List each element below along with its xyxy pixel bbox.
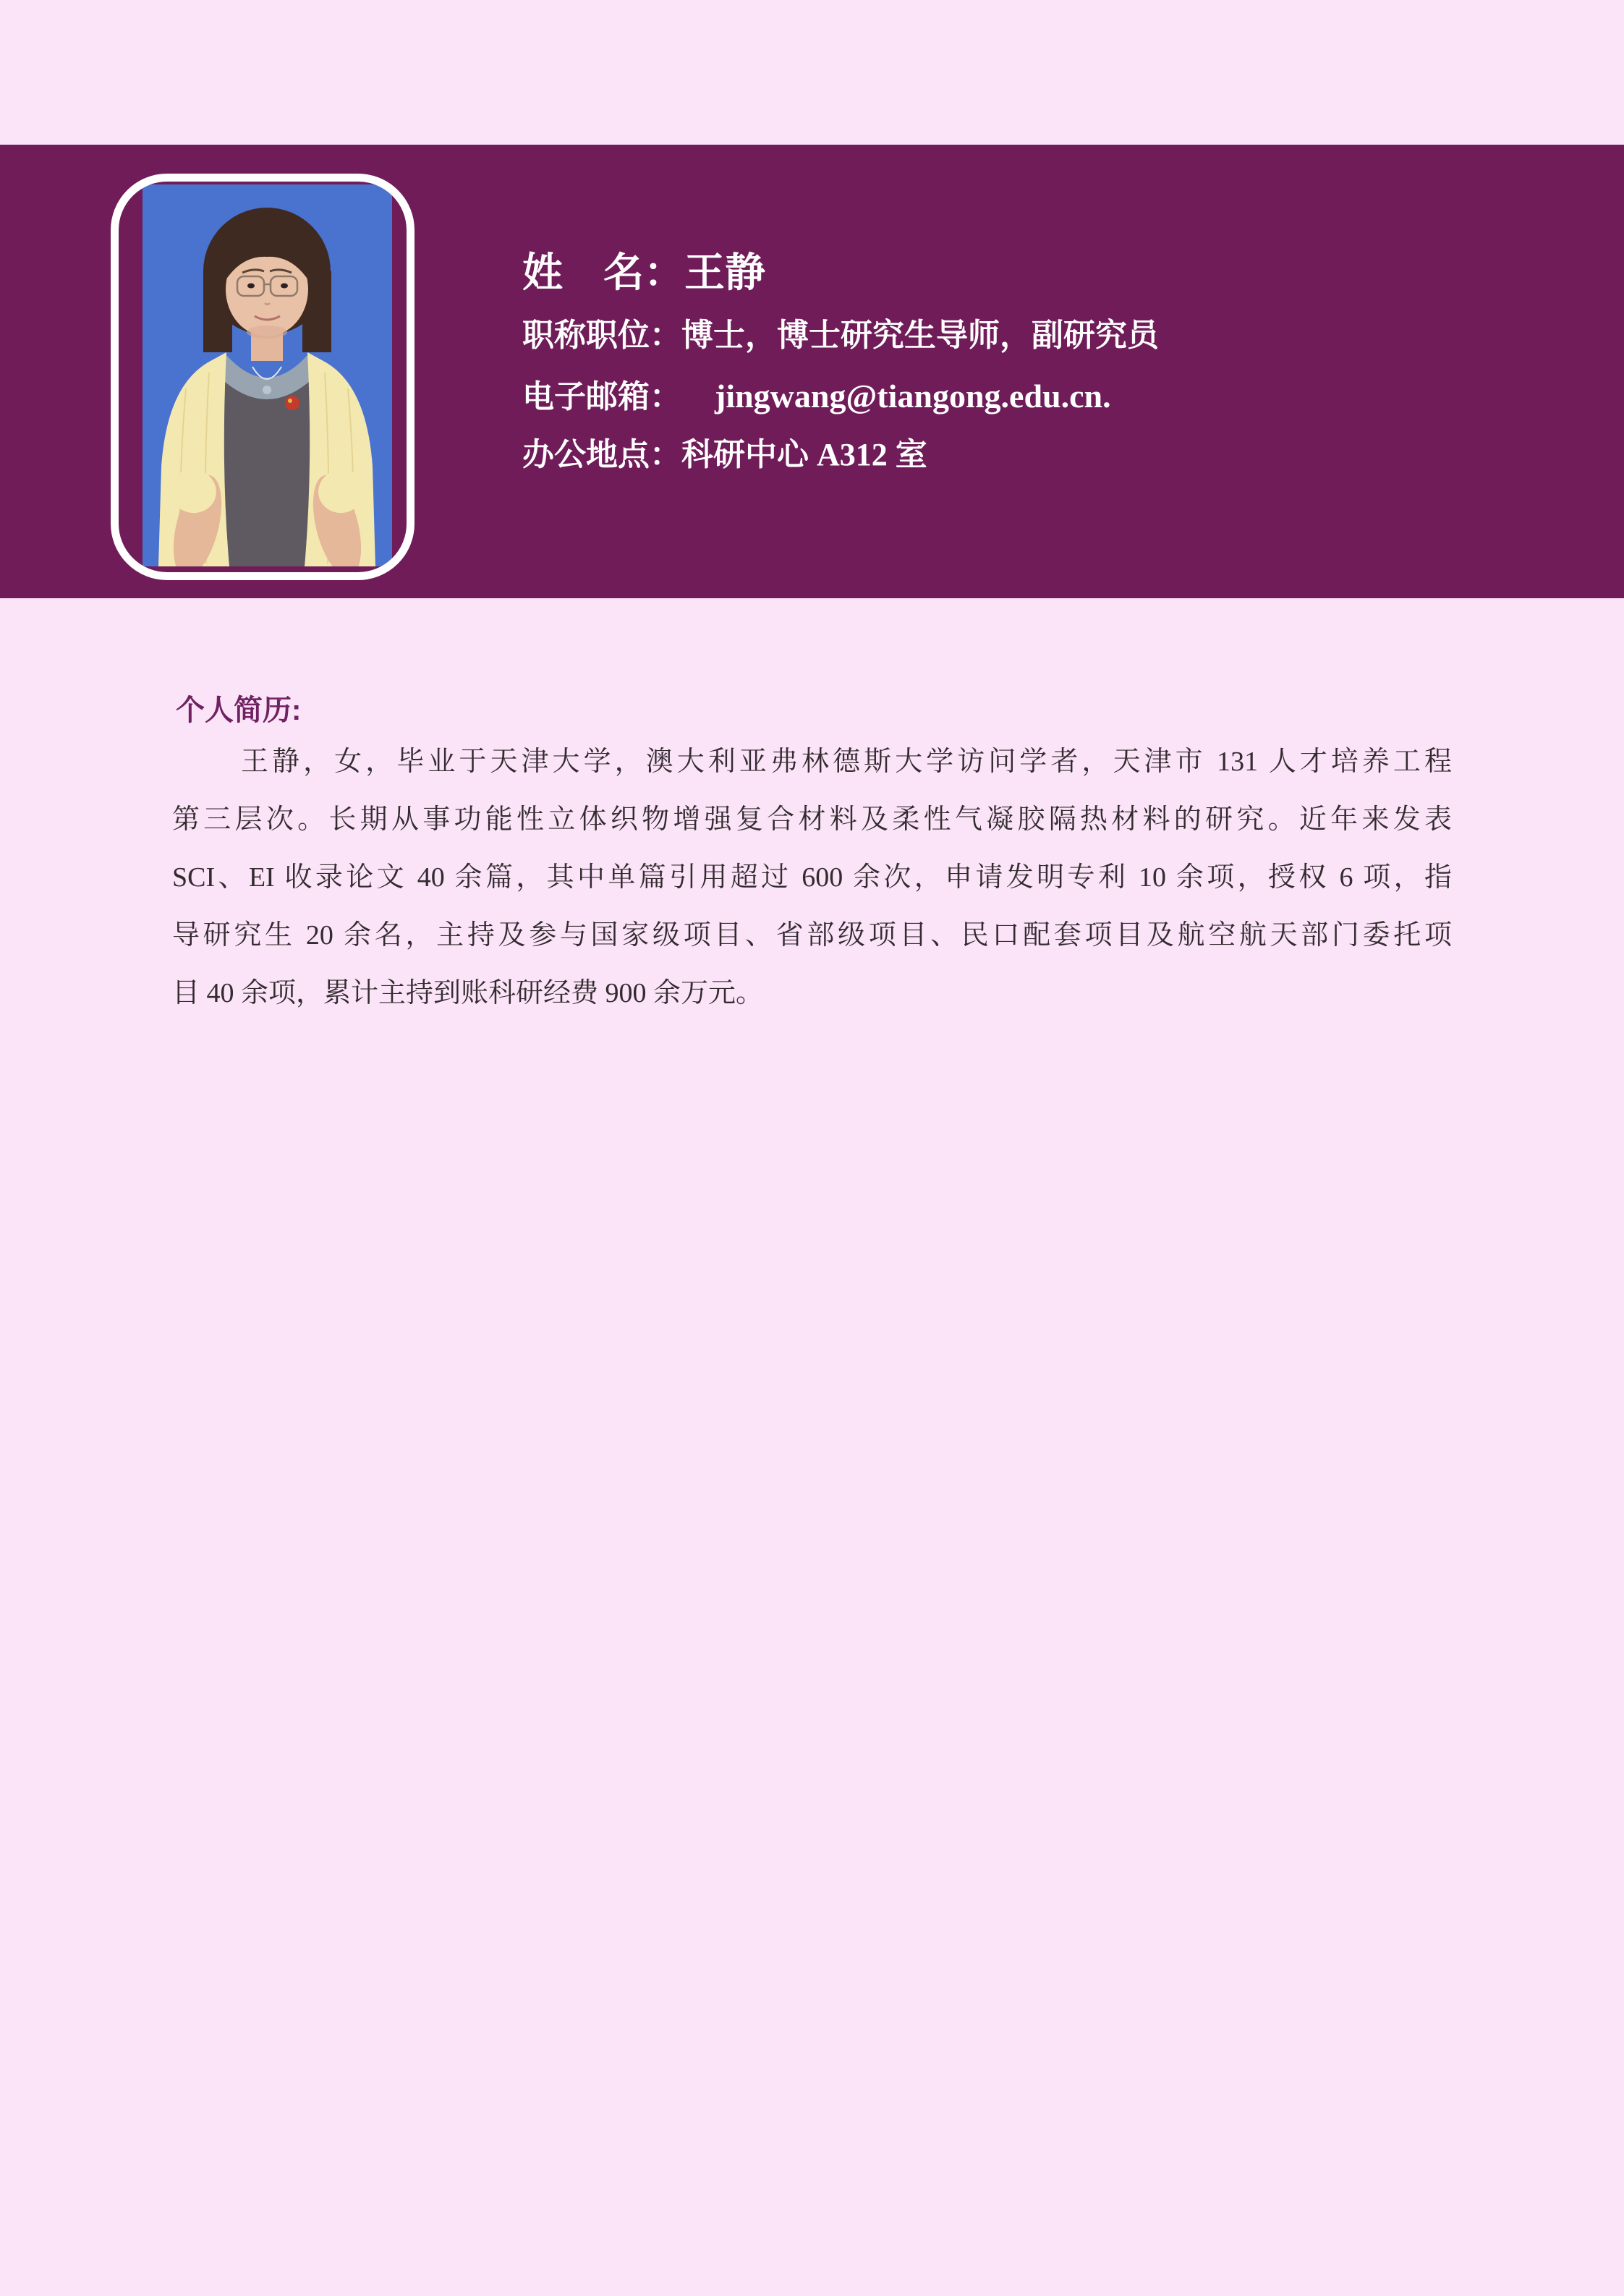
field-office-value: 科研中心 A312 室 bbox=[681, 437, 927, 472]
field-name-label: 姓 名： bbox=[522, 251, 684, 296]
bio-line: 目 40 余项，累计主持到账科研经费 900 余万元。 bbox=[172, 978, 764, 1008]
bio-line: SCI、EI 收录论文 40 余篇，其中单篇引用超过 600 余次，申请发明专利 10 余项，授权 6 项，指 bbox=[172, 862, 1452, 893]
bio-line: 王静，女，毕业于天津大学，澳大利亚弗林德斯大学访问学者，天津市 131 人才培养工程 bbox=[241, 747, 1452, 777]
profile-banner bbox=[0, 145, 1624, 598]
field-name bbox=[522, 253, 765, 294]
field-email-value: jingwang@tiangong.edu.cn. bbox=[715, 378, 1111, 414]
bio-line: 第三层次。长期从事功能性立体织物增强复合材料及柔性气凝胶隔热材料的研究。近年来发表 bbox=[172, 804, 1452, 835]
field-office bbox=[522, 439, 927, 471]
photo-frame bbox=[111, 174, 414, 580]
bio-heading: 个人简历: bbox=[176, 694, 302, 726]
field-email-label: 电子邮箱： bbox=[522, 379, 681, 414]
field-email bbox=[522, 380, 1111, 413]
field-title-value: 博士，博士研究生导师，副研究员 bbox=[681, 318, 1159, 353]
bio-line: 导研究生 20 余名，主持及参与国家级项目、省部级项目、民口配套项目及航空航天部门委托项 bbox=[172, 920, 1452, 951]
field-name-value: 王静 bbox=[684, 251, 765, 296]
bio-paragraph bbox=[172, 733, 1452, 1022]
field-office-label: 办公地点： bbox=[522, 437, 681, 472]
field-title-label: 职称职位： bbox=[522, 318, 681, 353]
field-title bbox=[522, 320, 1159, 352]
